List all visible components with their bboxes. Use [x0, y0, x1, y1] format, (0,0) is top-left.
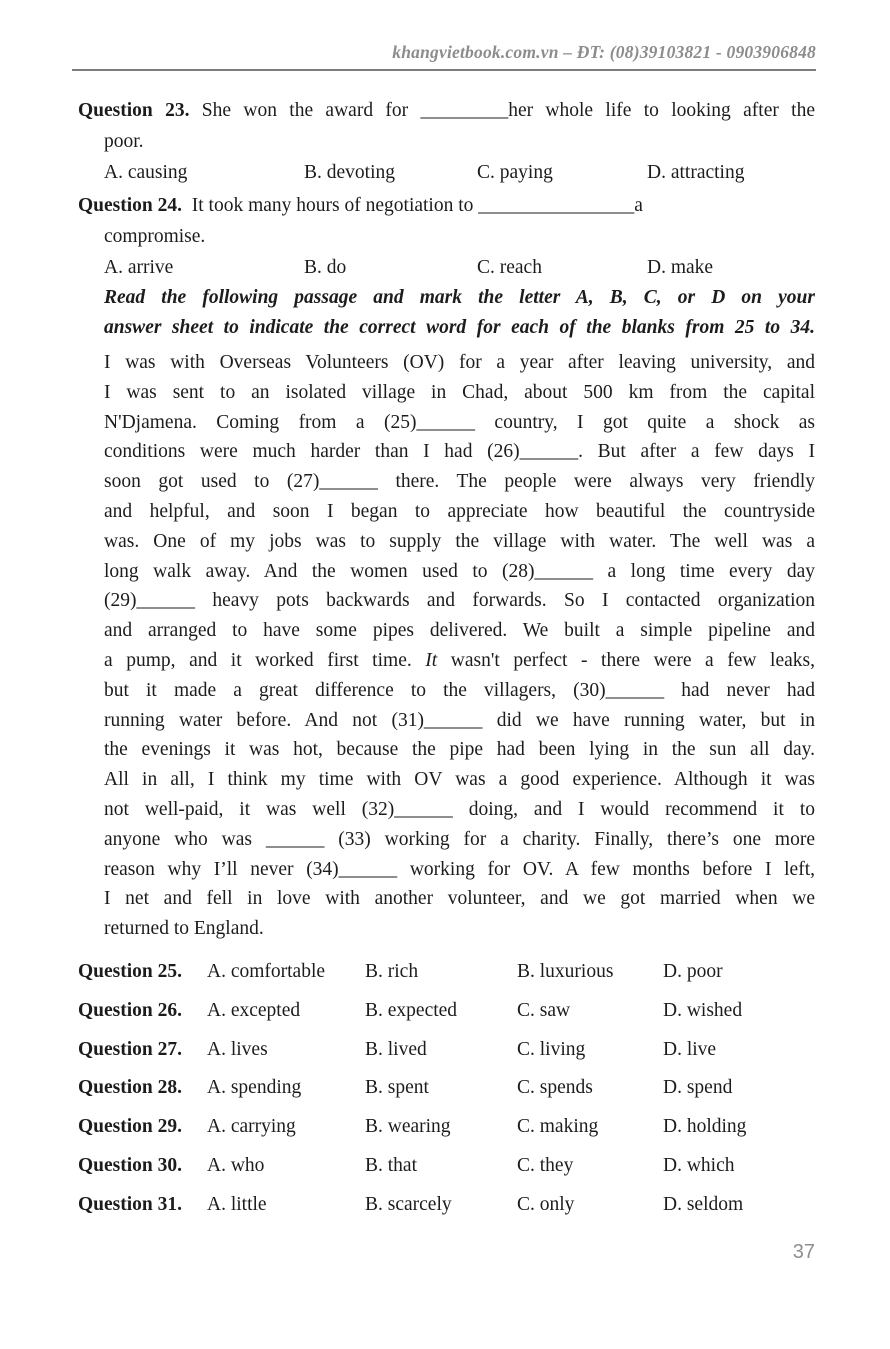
passage-italic-word: It	[425, 649, 438, 671]
passage-line: running water before. And not (31)______ did we have running water, but in	[104, 709, 815, 731]
cloze-question-label: Question 27.	[78, 1038, 183, 1060]
cloze-option-a: A. who	[207, 1154, 265, 1176]
question-24-label: Question 24.	[78, 195, 183, 216]
question-24	[78, 190, 815, 283]
passage-line: I net and fell in love with another volunteer, and we got married when we	[104, 888, 815, 910]
cloze-question-label: Question 26.	[78, 999, 183, 1021]
cloze-question-label: Question 30.	[78, 1154, 183, 1176]
cloze-option-c: C. only	[517, 1193, 575, 1215]
cloze-option-b: B. rich	[365, 960, 419, 982]
cloze-option-c: C. saw	[517, 999, 571, 1021]
passage-line: long walk away. And the women used to (28)______ a long time every day	[104, 560, 815, 582]
cloze-question-label: Question 28.	[78, 1077, 183, 1099]
question-24-line-2: compromise.	[104, 226, 206, 247]
questions-23-24-section	[78, 95, 815, 1264]
passage-line: but it made a great difference to the villagers, (30)______ had never had	[104, 679, 815, 701]
cloze-question-row	[78, 1147, 815, 1186]
cloze-option-c: B. luxurious	[517, 960, 614, 982]
header-website-phone-text: khangvietbook.com.vn – ĐT: (08)39103821 - 0903906848	[392, 42, 816, 62]
question-23-option-d: D. attracting	[647, 162, 745, 183]
cloze-question-row	[78, 992, 815, 1031]
question-24-option-d: D. make	[647, 257, 714, 278]
cloze-option-c: C. living	[517, 1038, 586, 1060]
passage-instruction	[104, 283, 815, 343]
page-number: 37	[792, 1240, 815, 1263]
cloze-option-a: A. comfortable	[207, 960, 326, 982]
cloze-option-c: C. spends	[517, 1077, 593, 1099]
cloze-question-label: Question 29.	[78, 1116, 183, 1138]
cloze-option-d: D. seldom	[663, 1193, 744, 1215]
question-24-option-c: C. reach	[477, 257, 542, 278]
cloze-option-a: A. lives	[207, 1038, 268, 1060]
question-24-option-a: A. arrive	[104, 257, 174, 278]
passage-line: N'Djamena. Coming from a (25)______ country, I got quite a shock as	[104, 411, 815, 433]
instruction-line-1: Read the following passage and mark the letter A, B, C, or D on your	[104, 287, 815, 308]
cloze-option-a: A. spending	[207, 1077, 302, 1099]
cloze-option-a: A. little	[207, 1193, 267, 1215]
question-23-option-c: C. paying	[477, 162, 553, 183]
cloze-option-b: B. lived	[365, 1038, 427, 1060]
question-23-options	[104, 157, 815, 188]
question-23-option-b: B. devoting	[304, 162, 395, 183]
reading-passage	[104, 348, 815, 944]
cloze-question-label: Question 31.	[78, 1193, 183, 1215]
passage-line: and helpful, and soon I began to appreciate how beautiful the countryside	[104, 500, 815, 522]
cloze-option-b: B. expected	[365, 999, 458, 1021]
page-content	[78, 95, 815, 1264]
passage-line: All in all, I think my time with OV was a good experience. Although it was	[104, 769, 815, 791]
cloze-option-d: D. live	[663, 1038, 717, 1060]
cloze-option-d: D. wished	[663, 999, 743, 1021]
cloze-question-row	[78, 1069, 815, 1108]
passage-line: returned to England.	[104, 918, 264, 940]
cloze-option-d: D. which	[663, 1154, 735, 1176]
passage-line: was. One of my jobs was to supply the village with water. The well was a	[104, 530, 815, 552]
cloze-option-c: C. they	[517, 1154, 574, 1176]
passage-line: (29)______ heavy pots backwards and forwards. So I contacted organization	[104, 590, 815, 612]
cloze-question-row	[78, 1031, 815, 1070]
question-24-text: It took many hours of negotiation to ________________a	[191, 195, 643, 216]
page-header	[72, 0, 816, 71]
cloze-question-row	[78, 1186, 815, 1225]
passage-line: I was sent to an isolated village in Chad, about 500 km from the capital	[104, 381, 815, 403]
question-23-line-2: poor.	[104, 131, 144, 152]
question-24-option-b: B. do	[304, 257, 347, 278]
passage-line: not well-paid, it was well (32)______ doing, and I would recommend it to	[104, 798, 815, 820]
passage-line: the evenings it was hot, because the pipe had been lying in the sun all day.	[104, 739, 815, 761]
question-23-text: She won the award for _________her whole life to looking after the	[201, 100, 816, 121]
cloze-option-b: B. spent	[365, 1077, 429, 1099]
passage-text-segment: a pump, and it worked first time.	[104, 649, 426, 671]
question-23-line-1	[78, 95, 815, 126]
cloze-question-label: Question 25.	[78, 960, 183, 982]
cloze-option-d: D. poor	[663, 960, 723, 982]
cloze-option-a: A. carrying	[207, 1116, 296, 1138]
cloze-option-b: B. that	[365, 1154, 417, 1176]
question-24-line-1	[78, 190, 815, 221]
cloze-option-c: C. making	[517, 1116, 599, 1138]
cloze-option-b: B. scarcely	[365, 1193, 452, 1215]
passage-line	[104, 646, 815, 676]
passage-line: I was with Overseas Volunteers (OV) for a year after leaving university, and	[104, 352, 815, 373]
question-23	[78, 95, 815, 188]
passage-line: reason why I’ll never (34)______ working for OV. A few months before I left,	[104, 858, 815, 880]
questions-25-31-table	[78, 953, 815, 1225]
cloze-option-b: B. wearing	[365, 1116, 451, 1138]
passage-line: soon got used to (27)______ there. The people were always very friendly	[104, 471, 815, 493]
cloze-option-d: D. holding	[663, 1116, 747, 1138]
passage-line: conditions were much harder than I had (26)______. But after a few days I	[104, 441, 815, 463]
instruction-line-2: answer sheet to indicate the correct word for each of the blanks from 25 to 34.	[104, 317, 815, 338]
passage-line: anyone who was ______ (33) working for a charity. Finally, there’s one more	[104, 828, 815, 850]
question-23-option-a: A. causing	[104, 162, 188, 183]
passage-line: and arranged to have some pipes delivered. We built a simple pipeline and	[104, 620, 815, 642]
cloze-question-row	[78, 953, 815, 992]
question-24-options	[104, 252, 815, 283]
page-footer	[78, 1241, 815, 1264]
cloze-option-a: A. excepted	[207, 999, 301, 1021]
cloze-question-row	[78, 1108, 815, 1147]
question-23-label: Question 23.	[78, 100, 190, 121]
passage-text-segment: wasn't perfect - there were a few leaks,	[437, 649, 815, 671]
cloze-option-d: D. spend	[663, 1077, 733, 1099]
